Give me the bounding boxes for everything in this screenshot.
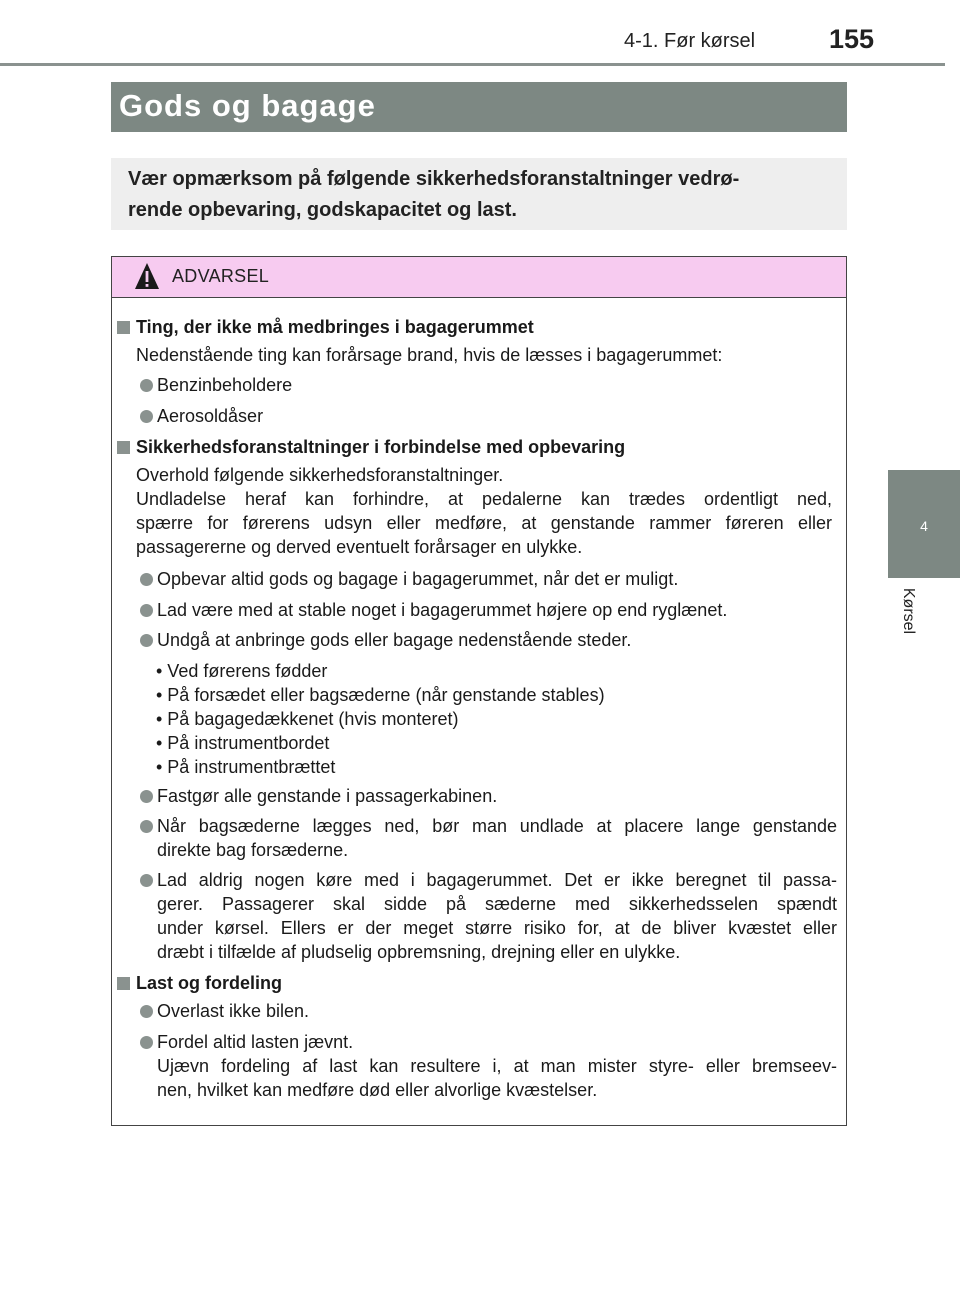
intro-box (111, 158, 847, 230)
section-marker-square (117, 441, 130, 454)
list-item: Lad aldrig nogen køre med i bagagerummet. Det er ikke beregnet til passa- (157, 870, 837, 890)
section-heading: Ting, der ikke må medbringes i bagagerummet (136, 317, 534, 337)
body-text: spærre for førerens udsyn eller medføre, at genstande rammer føreren eller (136, 513, 832, 533)
body-text: Overhold følgende sikkerhedsforanstaltninger. (136, 465, 504, 485)
chapter-label-text: Kørsel (900, 587, 917, 635)
list-item: Lad være med at stable noget i bagagerummet højere op end ryglænet. (157, 600, 728, 620)
list-item: Når bagsæderne lægges ned, bør man undlade at placere lange genstande (157, 816, 837, 836)
section-marker-square (117, 977, 130, 990)
page-title-bar (111, 82, 847, 132)
list-item: Aerosoldåser (157, 406, 264, 426)
warning-label: ADVARSEL (172, 266, 270, 286)
sub-list-item: • På instrumentbordet (156, 733, 330, 753)
section-heading: Sikkerhedsforanstaltninger i forbindelse med opbevaring (136, 437, 626, 457)
bullet-dot (140, 604, 153, 617)
bullet-dot (140, 573, 153, 586)
list-item-continuation: dræbt i tilfælde af pludselig opbremsning, drejning eller en ulykke. (157, 942, 681, 962)
intro-line-2: rende opbevaring, godskapacitet og last. (128, 199, 517, 221)
header-divider (0, 63, 945, 66)
warning-box (111, 256, 847, 1126)
bullet-dot (140, 1005, 153, 1018)
list-item-continuation: gerer. Passagerer skal sidde på sæderne med sikkerhedsselen spændt (157, 894, 837, 914)
list-item: Opbevar altid gods og bagage i bagagerummet, når det er muligt. (157, 569, 679, 589)
page-number: 155 (829, 24, 875, 54)
chapter-label (896, 582, 920, 646)
list-item-continuation: nen, hvilket kan medføre død eller alvorlige kvæstelser. (157, 1080, 598, 1100)
header-section-label: 4-1. Før kørsel (624, 30, 756, 52)
bullet-dot (140, 1036, 153, 1049)
bullet-dot (140, 410, 153, 423)
chapter-number: 4 (920, 518, 928, 534)
body-text: passagererne og derved eventuelt forårsager en ulykke. (136, 537, 583, 557)
list-item: Undgå at anbringe gods eller bagage nedenstående steder. (157, 630, 632, 650)
bullet-dot (140, 790, 153, 803)
section-marker-square (117, 321, 130, 334)
list-item-continuation: under kørsel. Ellers er der meget større risiko for, at de bliver kvæstet eller (157, 918, 837, 938)
sub-list-item: • På bagagedækkenet (hvis monteret) (156, 709, 459, 729)
list-item-continuation: Ujævn fordeling af last kan resultere i, at man mister styre- eller bremseev- (157, 1056, 837, 1076)
bullet-dot (140, 820, 153, 833)
bullet-dot (140, 379, 153, 392)
body-text: Nedenstående ting kan forårsage brand, hvis de læsses i bagagerummet: (136, 345, 723, 365)
sub-list-item: • På instrumentbrættet (156, 757, 336, 777)
chapter-tab (888, 470, 960, 578)
warning-content (112, 257, 846, 1123)
list-item: Overlast ikke bilen. (157, 1001, 310, 1021)
list-item: Fordel altid lasten jævnt. (157, 1032, 354, 1052)
sub-list-item: • På forsædet eller bagsæderne (når genstande stables) (156, 685, 605, 705)
bullet-dot (140, 634, 153, 647)
page-title: Gods og bagage (119, 88, 376, 123)
section-heading: Last og fordeling (136, 973, 282, 993)
list-item: Benzinbeholdere (157, 375, 293, 395)
list-item-continuation: direkte bag forsæderne. (157, 840, 349, 860)
sub-list-item: • Ved førerens fødder (156, 661, 328, 681)
intro-line-1: Vær opmærksom på følgende sikkerhedsforanstaltninger vedrø- (128, 168, 740, 190)
body-text: Undladelse heraf kan forhindre, at pedalerne kan trædes ordentligt ned, (136, 489, 832, 509)
intro-text (128, 164, 843, 226)
list-item: Fastgør alle genstande i passagerkabinen. (157, 786, 498, 806)
bullet-dot (140, 874, 153, 887)
